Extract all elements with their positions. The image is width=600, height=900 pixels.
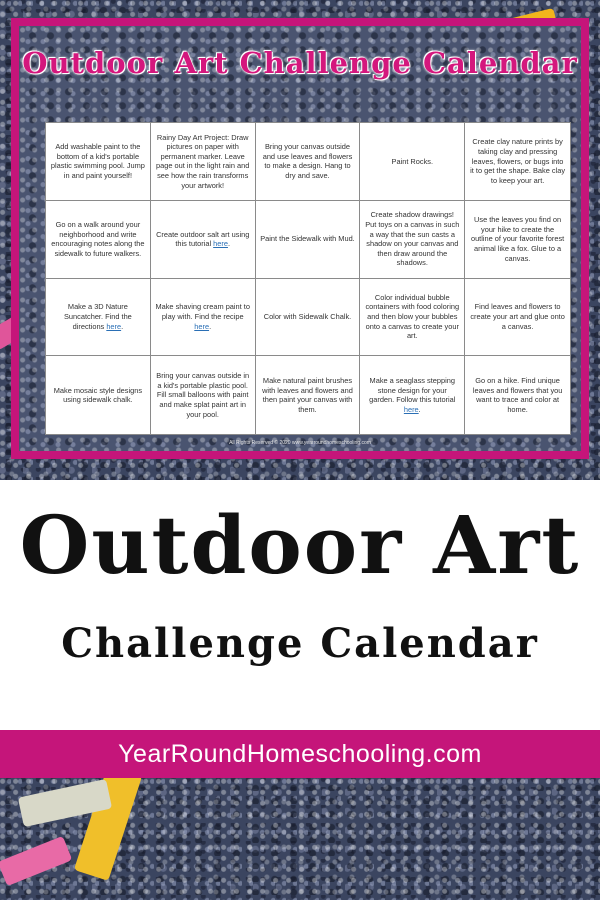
calendar-cell-text bbox=[260, 142, 356, 181]
calendar-cell-text bbox=[469, 302, 566, 331]
calendar-cell-text bbox=[50, 386, 146, 405]
calendar-cell bbox=[465, 123, 570, 201]
calendar-cell-text bbox=[260, 376, 356, 415]
cell-activity-text: Rainy Day Art Project: Draw pictures on paper with permanent marker. Leave page out in the light rain and see how the rain transforms your artwork! bbox=[156, 132, 250, 190]
calendar-cell bbox=[46, 279, 151, 357]
website-banner[interactable] bbox=[0, 730, 600, 778]
gravel-photo-bottom bbox=[0, 778, 600, 900]
calendar-cell-text bbox=[364, 210, 460, 268]
calendar-cell-text bbox=[469, 215, 566, 263]
cell-activity-text: Bring your canvas outside and use leaves and flowers to make a design. Hang to dry and save. bbox=[262, 142, 353, 180]
cell-activity-text: Color individual bubble containers with food coloring and then blow your bubbles onto a canvas to create your art. bbox=[365, 292, 460, 341]
copyright-notice: All Rights Reserved © 2020 www.yearroundhomeschooling.com bbox=[229, 440, 371, 446]
calendar-cell-text bbox=[155, 230, 251, 249]
calendar-cell bbox=[151, 356, 256, 434]
calendar-cell bbox=[360, 356, 465, 434]
calendar-cell-text bbox=[469, 137, 566, 185]
cell-activity-text: Make a seaglass stepping stone design for your garden. Follow this tutorial bbox=[369, 375, 456, 405]
calendar-cell-text bbox=[469, 376, 566, 415]
calendar-cell-text bbox=[364, 376, 460, 415]
calendar-background bbox=[19, 26, 581, 451]
cell-activity-text: Make mosaic style designs using sidewalk chalk. bbox=[53, 385, 143, 405]
calendar-cell-text bbox=[392, 157, 434, 167]
calendar-cell bbox=[151, 201, 256, 279]
tutorial-link[interactable]: here bbox=[106, 321, 122, 331]
calendar-cell-text bbox=[260, 234, 354, 244]
cell-activity-text: Make a 3D Nature Suncatcher. Find the directions bbox=[64, 302, 132, 331]
cell-punctuation: . bbox=[418, 404, 421, 414]
tutorial-link[interactable]: here bbox=[403, 404, 419, 414]
calendar-cell bbox=[256, 201, 361, 279]
cell-activity-text: Create outdoor salt art using this tutorial bbox=[156, 229, 250, 249]
headline-title: Outdoor Art bbox=[19, 498, 581, 592]
calendar-cell-text bbox=[264, 312, 352, 322]
cell-activity-text: Make natural paint brushes with leaves and flowers and then paint your canvas with them. bbox=[262, 375, 353, 414]
calendar-grid bbox=[45, 122, 571, 435]
cell-activity-text: Paint the Sidewalk with Mud. bbox=[260, 234, 355, 244]
cell-activity-text: Find leaves and flowers to create your art and glue onto a canvas. bbox=[470, 302, 565, 331]
cell-activity-text: Paint Rocks. bbox=[391, 156, 434, 166]
calendar-cell bbox=[151, 123, 256, 201]
calendar-cell-text bbox=[155, 302, 251, 331]
calendar-cell-text bbox=[364, 293, 460, 341]
cell-activity-text: Use the leaves you find on your hike to create the outline of your favorite forest animal like a fox. Glue to a canvas. bbox=[470, 215, 565, 263]
headline-subtitle: Challenge Calendar bbox=[61, 620, 539, 667]
website-link[interactable]: YearRoundHomeschooling.com bbox=[118, 739, 482, 768]
calendar-cell bbox=[46, 123, 151, 201]
cell-activity-text: Bring your canvas outside in a kid's portable plastic pool. Fill small balloons with paint and make splat paint art in your pool. bbox=[156, 371, 250, 419]
calendar-cell bbox=[360, 201, 465, 279]
calendar-cell-text bbox=[50, 220, 146, 259]
cell-punctuation: . bbox=[227, 239, 231, 249]
cell-activity-text: Create shadow drawings! Put toys on a canvas in such a way that the sun casts a shadow on your canvas and then draw around the shadows. bbox=[365, 210, 460, 268]
calendar-cell bbox=[465, 279, 570, 357]
tutorial-link[interactable]: here bbox=[194, 321, 210, 331]
cell-activity-text: Color with Sidewalk Chalk. bbox=[263, 312, 352, 322]
calendar-cell bbox=[256, 123, 361, 201]
cell-activity-text: Add washable paint to the bottom of a kid's portable plastic swimming pool. Jump in and paint yourself! bbox=[50, 142, 145, 180]
calendar-cell bbox=[151, 279, 256, 357]
cell-activity-text: Create clay nature prints by taking clay and pressing leaves, flowers, or bugs into it to get the shape. Bake clay to keep your art. bbox=[470, 137, 566, 185]
calendar-cell bbox=[465, 356, 570, 434]
calendar-sheet bbox=[11, 18, 589, 459]
cell-activity-text: Go on a hike. Find unique leaves and flowers that you want to trace and color at home. bbox=[472, 375, 563, 414]
calendar-cell bbox=[256, 356, 361, 434]
calendar-cell-text bbox=[50, 142, 146, 181]
calendar-cell-text bbox=[155, 133, 251, 191]
calendar-cell bbox=[256, 279, 361, 357]
cell-punctuation: . bbox=[121, 321, 124, 331]
calendar-cell bbox=[465, 201, 570, 279]
tutorial-link[interactable]: here bbox=[213, 239, 228, 249]
cell-punctuation: . bbox=[209, 321, 212, 331]
calendar-cell bbox=[46, 356, 151, 434]
calendar-title: Outdoor Art Challenge Calendar bbox=[22, 46, 578, 80]
calendar-cell-text bbox=[155, 371, 251, 419]
cell-activity-text: Make shaving cream paint to play with. Find the recipe bbox=[155, 302, 250, 322]
calendar-cell bbox=[46, 201, 151, 279]
calendar-cell-text bbox=[50, 302, 146, 331]
pink-chalk-decoration bbox=[0, 836, 72, 886]
calendar-cell bbox=[360, 279, 465, 357]
cell-activity-text: Go on a walk around your neighborhood and write encouraging notes along the sidewalk to future walkers. bbox=[51, 219, 145, 258]
calendar-cell bbox=[360, 123, 465, 201]
headline-band bbox=[0, 480, 600, 730]
